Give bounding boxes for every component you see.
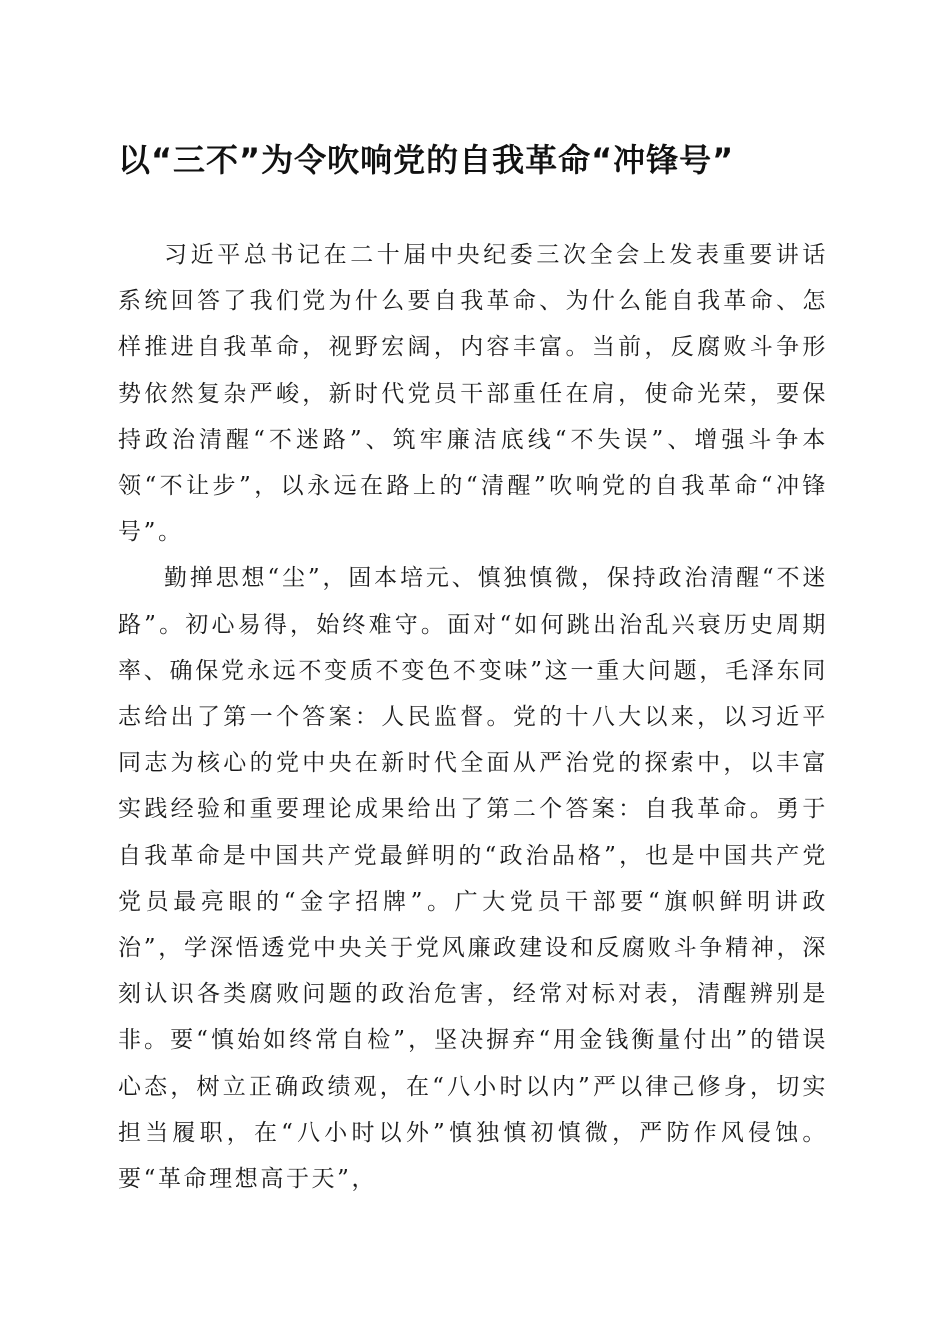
document-title: 以“三不”为令吹响党的自我革命“冲锋号” bbox=[118, 141, 735, 179]
paragraph-intro: 习近平总书记在二十届中央纪委三次全会上发表重要讲话系统回答了我们党为什么要自我革命、为什么能自我革命、怎样推进自我革命，视野宏阔，内容丰富。当前，反腐败斗争形势依然复杂严峻，新时代党员干部重任在肩，使命光荣，要保持政治清醒“不迷路”、筑牢廉洁底线“不失误”、增强斗争本领“不让步”，以永远在路上的“清醒”吹响党的自我革命“冲锋号”。 bbox=[118, 242, 828, 546]
document-body bbox=[118, 232, 828, 1202]
paragraph-political-sobriety: 勤掸思想“尘”，固本培元、慎独慎微，保持政治清醒“不迷路”。初心易得，始终难守。面对“如何跳出治乱兴衰历史周期率、确保党永远不变质不变色不变味”这一重大问题，毛泽东同志给出了第一个答案：人民监督。党的十八大以来，以习近平同志为核心的党中央在新时代全面从严治党的探索中，以丰富实践经验和重要理论成果给出了第二个答案：自我革命。勇于自我革命是中国共产党最鲜明的“政治品格”，也是中国共产党党员最亮眼的“金字招牌”。广大党员干部要“旗帜鲜明讲政治”，学深悟透党中央关于党风廉政建设和反腐败斗争精神，深刻认识各类腐败问题的政治危害，经常对标对表，清醒辨别是非。要“慎始如终常自检”，坚决摒弃“用金钱衡量付出”的错误心态，树立正确政绩观，在“八小时以内”严以律己修身，切实担当履职，在“八小时以外”慎独慎初慎微，严防作风侵蚀。要“革命理想高于天”， bbox=[118, 565, 828, 1193]
